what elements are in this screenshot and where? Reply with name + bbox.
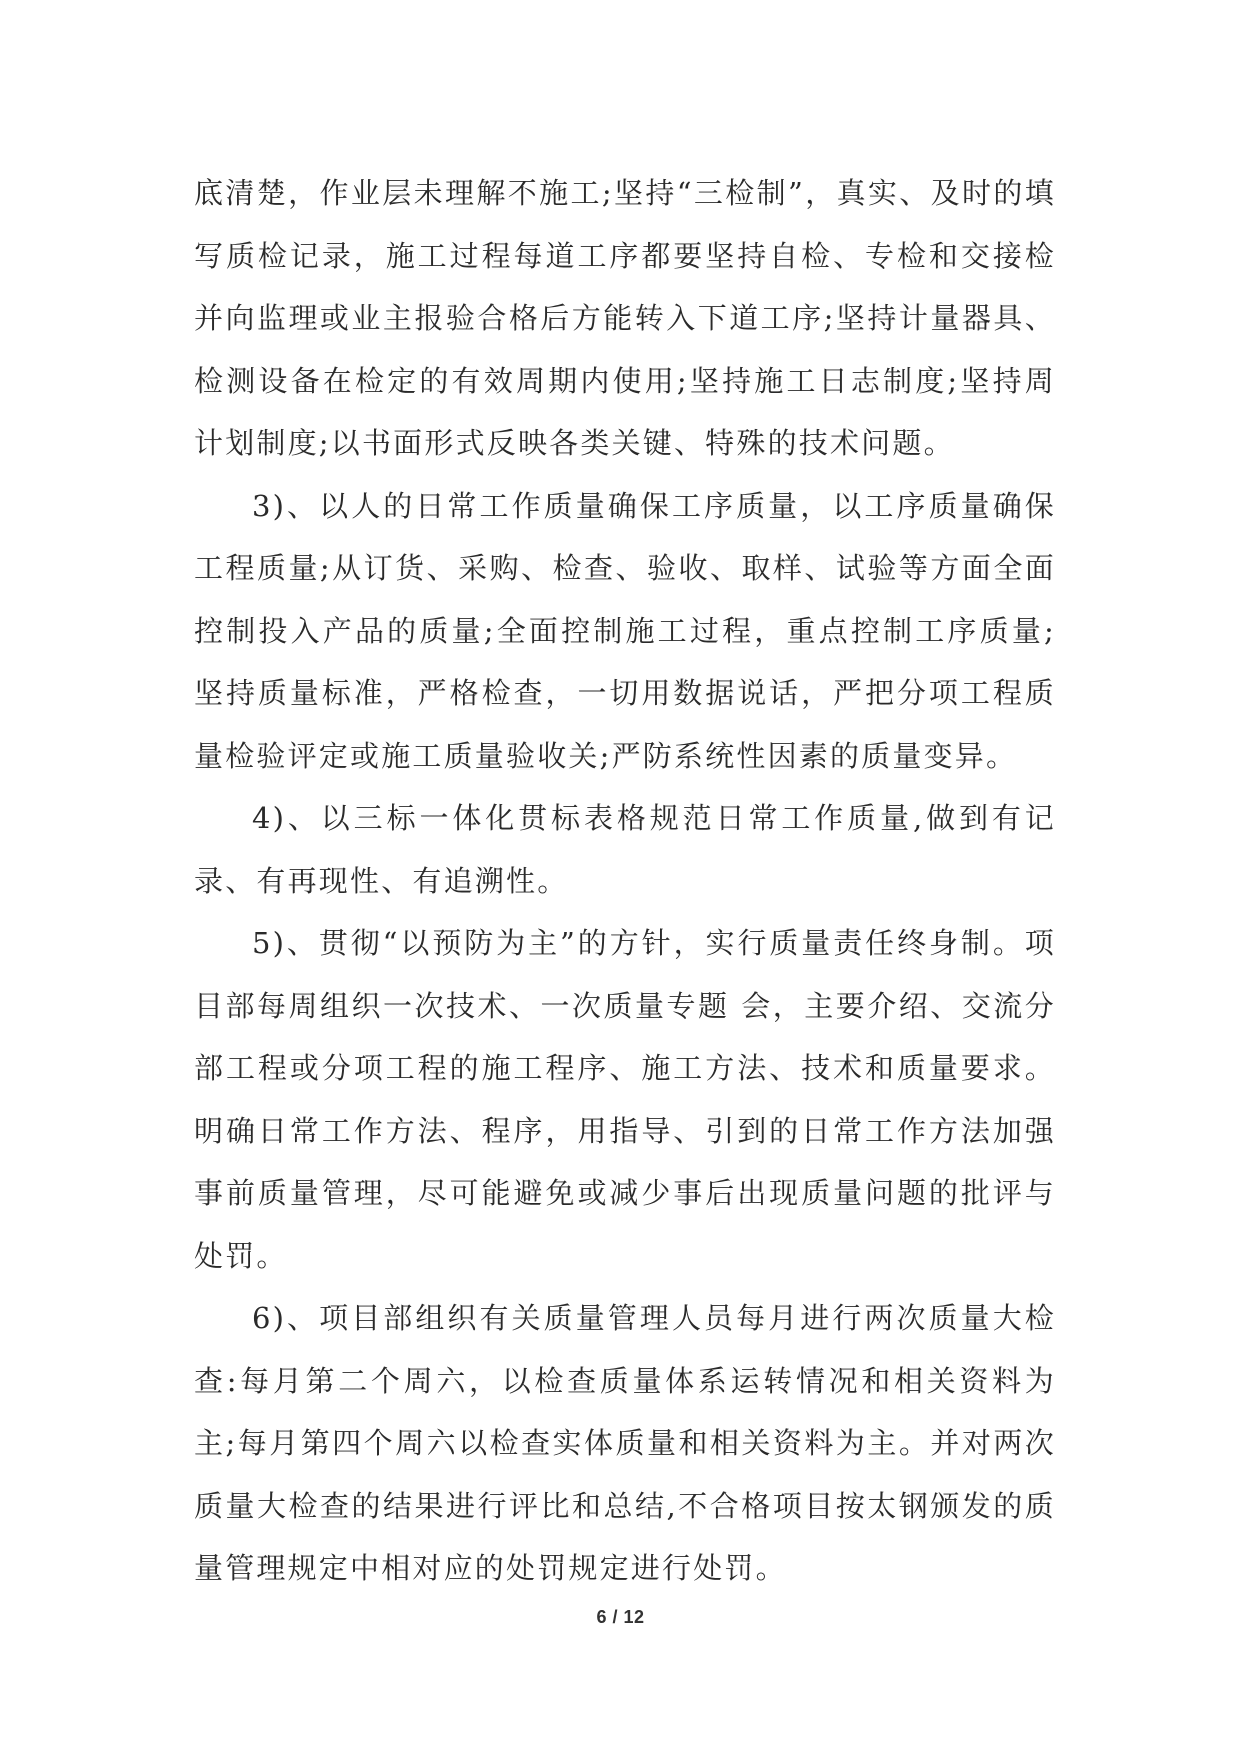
paragraph-continuation: 底清楚，作业层未理解不施工;坚持“三检制”，真实、及时的填写质检记录，施工过程每道工序都要坚持自检、专检和交接检并向监理或业主报验合格后方能转入下道工序;坚持计量器具、检测设备在检定的有效周期内使用;坚持施工日志制度;坚持周计划制度;以书面形式反映各类关键、特殊的技术问题。 xyxy=(194,176,1056,460)
paragraph-item-6: 6)、项目部组织有关质量管理人员每月进行两次质量大检查:每月第二个周六，以检查质量体系运转情况和相关资料为主;每月第四个周六以检查实体质量和相关资料为主。并对两次质量大检查的结果进行评比和总结,不合格项目按太钢颁发的质量管理规定中相对应的处罚规定进行处罚。 xyxy=(194,1301,1056,1585)
paragraph-item-4: 4)、以三标一体化贯标表格规范日常工作质量,做到有记录、有再现性、有追溯性。 xyxy=(194,801,1056,898)
page-number: 6 / 12 xyxy=(596,1607,645,1627)
document-body xyxy=(194,162,1056,1600)
paragraph-item-3: 3)、以人的日常工作质量确保工序质量，以工序质量确保工程质量;从订货、采购、检查、验收、取样、试验等方面全面控制投入产品的质量;全面控制施工过程，重点控制工序质量;坚持质量标准，严格检查，一切用数据说话，严把分项工程质量检验评定或施工质量验收关;严防系统性因素的质量变异。 xyxy=(194,488,1056,773)
paragraph-item-5: 5)、贯彻“以预防为主”的方针，实行质量责任终身制。项目部每周组织一次技术、一次质量专题 会，主要介绍、交流分部工程或分项工程的施工程序、施工方法、技术和质量要求。明确日常工作方法、程序，用指导、引到的日常工作方法加强事前质量管理，尽可能避免或减少事后出现质量问题的批评与处罚。 xyxy=(194,926,1056,1273)
